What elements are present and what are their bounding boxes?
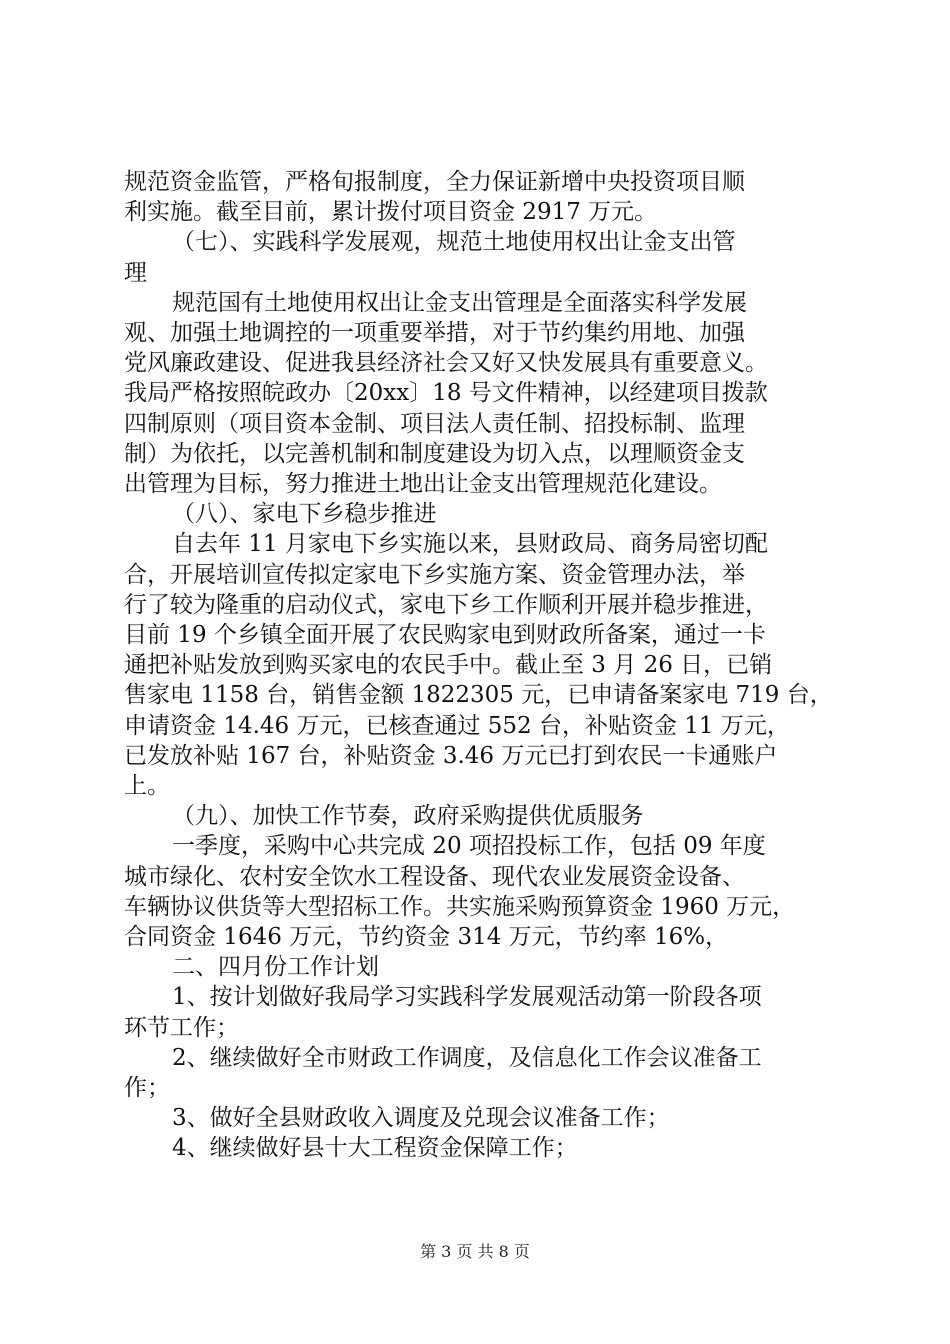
plan-item-2: 2、继续做好全市财政工作调度，及信息化工作会议准备工 [172, 1045, 762, 1071]
text-line: 制）为依托，以完善机制和制度建设为切入点，以理顺资金支 [124, 441, 745, 467]
text-line: 自去年 11 月家电下乡实施以来，县财政局、商务局密切配 [172, 531, 768, 557]
text-line: 行了较为隆重的启动仪式，家电下乡工作顺利开展并稳步推进， [124, 592, 768, 618]
page-footer: 第 3 页 共 8 页 [420, 1242, 530, 1261]
text-line: 观、加强土地调控的一项重要举措，对于节约集约用地、加强 [124, 320, 745, 346]
text-line: 上。 [124, 773, 170, 799]
section-heading-7-cont: 理 [124, 260, 147, 286]
text-line: 合，开展培训宣传拟定家电下乡实施方案、资金管理办法，举 [124, 562, 745, 588]
text-line: 目前 19 个乡镇全面开展了农民购家电到财政所备案，通过一卡 [124, 622, 766, 648]
text-line: 党风廉政建设、促进我县经济社会又好又快发展具有重要意义。 [124, 350, 768, 376]
text-line: 合同资金 1646 万元，节约资金 314 万元，节约率 16%， [124, 924, 729, 950]
text-line: 四制原则（项目资本金制、项目法人责任制、招投标制、监理 [124, 411, 745, 437]
section-heading-april-plan: 二、四月份工作计划 [172, 954, 379, 980]
plan-item-4: 4、继续做好县十大工程资金保障工作； [172, 1135, 578, 1161]
text-line: 出管理为目标，努力推进土地出让金支出管理规范化建设。 [124, 471, 722, 497]
plan-item-1: 1、按计划做好我局学习实践科学发展观活动第一阶段各项 [172, 984, 762, 1010]
text-line: 城市绿化、农村安全饮水工程设备、现代农业发展资金设备、 [124, 864, 745, 890]
section-heading-9: （九）、加快工作节奏，政府采购提供优质服务 [172, 803, 644, 829]
text-line: 已发放补贴 167 台，补贴资金 3.46 万元已打到农民一卡通账户 [124, 743, 778, 769]
section-heading-8: （八）、家电下乡稳步推进 [172, 501, 437, 527]
plan-item-3: 3、做好全县财政收入调度及兑现会议准备工作； [172, 1105, 670, 1131]
plan-item-2-cont: 作； [124, 1075, 170, 1101]
text-line: 通把补贴发放到购买家电的农民手中。截止至 3 月 26 日，已销 [124, 652, 773, 678]
text-line: 车辆协议供货等大型招标工作。共实施采购预算资金 1960 万元， [124, 894, 796, 920]
text-line: 售家电 1158 台，销售金额 1822305 元，已申请备案家电 719 台， [124, 682, 833, 708]
text-line: 规范国有土地使用权出让金支出管理是全面落实科学发展 [172, 290, 747, 316]
text-line: 规范资金监管，严格旬报制度，全力保证新增中央投资项目顺 [124, 169, 745, 195]
text-line: 申请资金 14.46 万元，已核查通过 552 台，补贴资金 11 万元， [124, 713, 790, 739]
text-line: 我局严格按照皖政办〔20xx〕18 号文件精神，以经建项目拨款 [124, 380, 768, 406]
text-line: 利实施。截至目前，累计拨付项目资金 2917 万元。 [124, 199, 658, 225]
text-line: 一季度，采购中心共完成 20 项招投标工作，包括 09 年度 [172, 833, 766, 859]
plan-item-1-cont: 环节工作； [124, 1015, 239, 1041]
section-heading-7: （七）、实践科学发展观，规范土地使用权出让金支出管 [172, 229, 736, 255]
